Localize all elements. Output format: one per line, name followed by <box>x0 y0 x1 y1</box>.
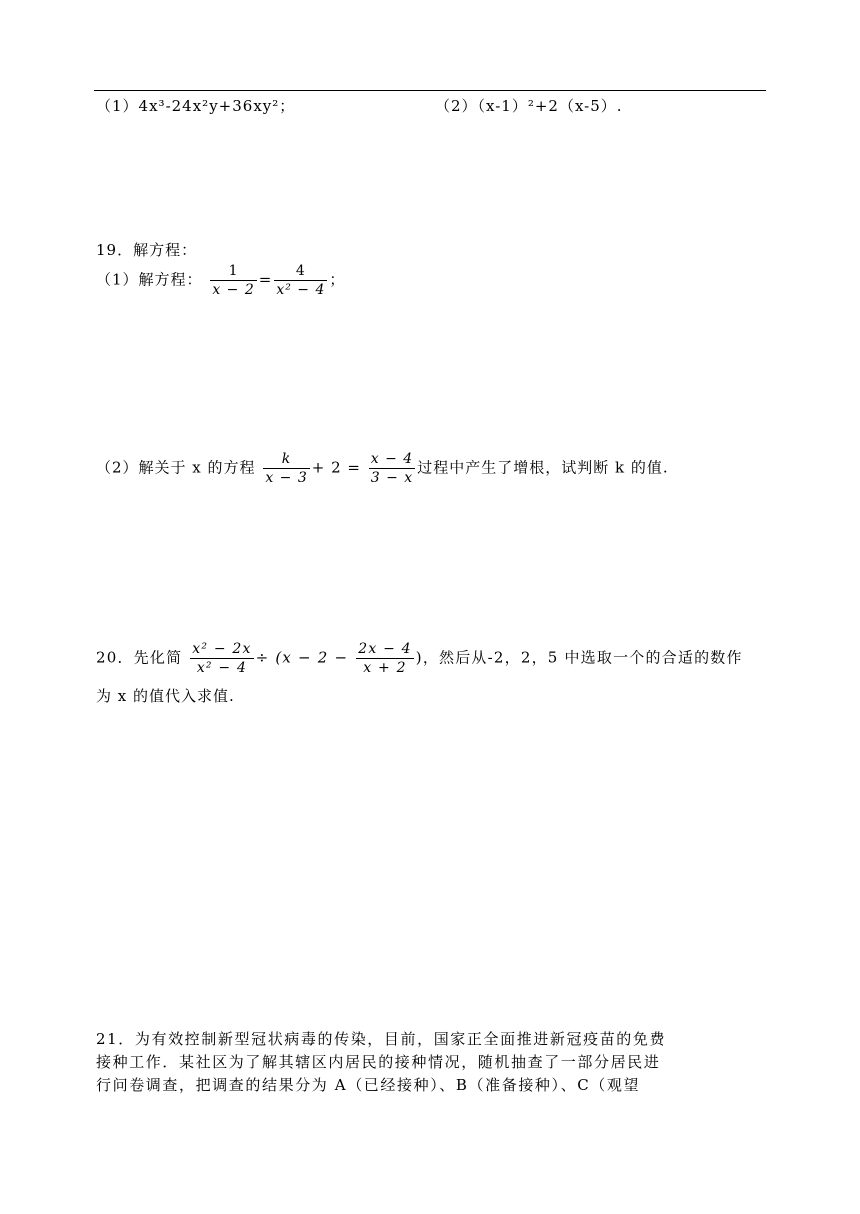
q20-middle-expression: ÷ (x − 2 − <box>255 648 349 667</box>
q20-suffix: )，然后从-2，2，5 中选取一个的合适的数作 <box>415 648 743 667</box>
q20-prefix: 20．先化简 <box>96 648 183 667</box>
q19-title: 19．解方程： <box>96 241 198 259</box>
q18-part2 <box>435 96 623 116</box>
q19-part2-suffix: 过程中产生了增根，试判断 k 的值. <box>417 458 669 477</box>
fraction-denominator: x − 3 <box>265 470 308 486</box>
q20-line2: 为 x 的值代入求值. <box>96 687 235 705</box>
q19-part2-fraction-1 <box>263 450 309 487</box>
q19-part1-suffix: ； <box>329 270 346 289</box>
q20-fraction-1 <box>190 640 253 677</box>
q19-part2 <box>96 450 669 487</box>
q18-part1 <box>96 96 295 116</box>
fraction-numerator: x − 4 <box>370 451 414 467</box>
q18-part1-expression: 4x³-24x²y+36xy²； <box>138 97 296 115</box>
q21-line1: 21．为有效控制新型冠状病毒的传染，目前，国家正全面推进新冠疫苗的免费 <box>96 1030 667 1048</box>
fraction-numerator: 4 <box>295 263 306 279</box>
q19-part1: （1）解方程： $\frac{1}{x - 2}$ = $\frac{4}{\text{x² − 4}}$ ； <box>96 263 346 298</box>
fraction-denominator: x − 2 <box>212 282 255 298</box>
fraction-numerator: 1 <box>228 263 239 279</box>
q20-line1 <box>96 640 743 677</box>
q18-part1-label: （1） <box>96 97 139 115</box>
q19-part2-prefix: （2）解关于 x 的方程 <box>96 458 256 477</box>
top-rule <box>94 90 766 91</box>
fraction-denominator: x² − 4 <box>190 658 253 677</box>
q19-part2-fraction-2 <box>369 450 415 487</box>
q18-part2-expression: （x-1）²+2（x-5）. <box>477 97 623 115</box>
q19-part1-rhs-fraction <box>274 262 327 299</box>
q19-part2-operator: + 2 = <box>311 458 361 477</box>
q21-line2: 接种工作．某社区为了解其辖区内居民的接种情况，随机抽查了一部分居民进 <box>96 1053 661 1071</box>
fraction-denominator: 3 − x <box>370 470 414 486</box>
q19-part1-lhs-fraction <box>210 262 256 299</box>
q19-part1-prefix: （1）解方程： <box>96 270 203 289</box>
q21-line3: 行问卷调查，把调查的结果分为 A（已经接种）、B（准备接种）、C（观望 <box>96 1076 641 1094</box>
q18-part2-label: （2） <box>435 97 478 115</box>
q20-fraction-2 <box>356 640 414 677</box>
fraction-denominator: x² − 4 <box>276 282 326 298</box>
fraction-numerator: x² − 2x <box>192 641 252 657</box>
fraction-denominator: x + 2 <box>356 658 414 677</box>
fraction-numerator: k <box>281 451 292 467</box>
fraction-numerator: 2x − 4 <box>358 641 412 657</box>
